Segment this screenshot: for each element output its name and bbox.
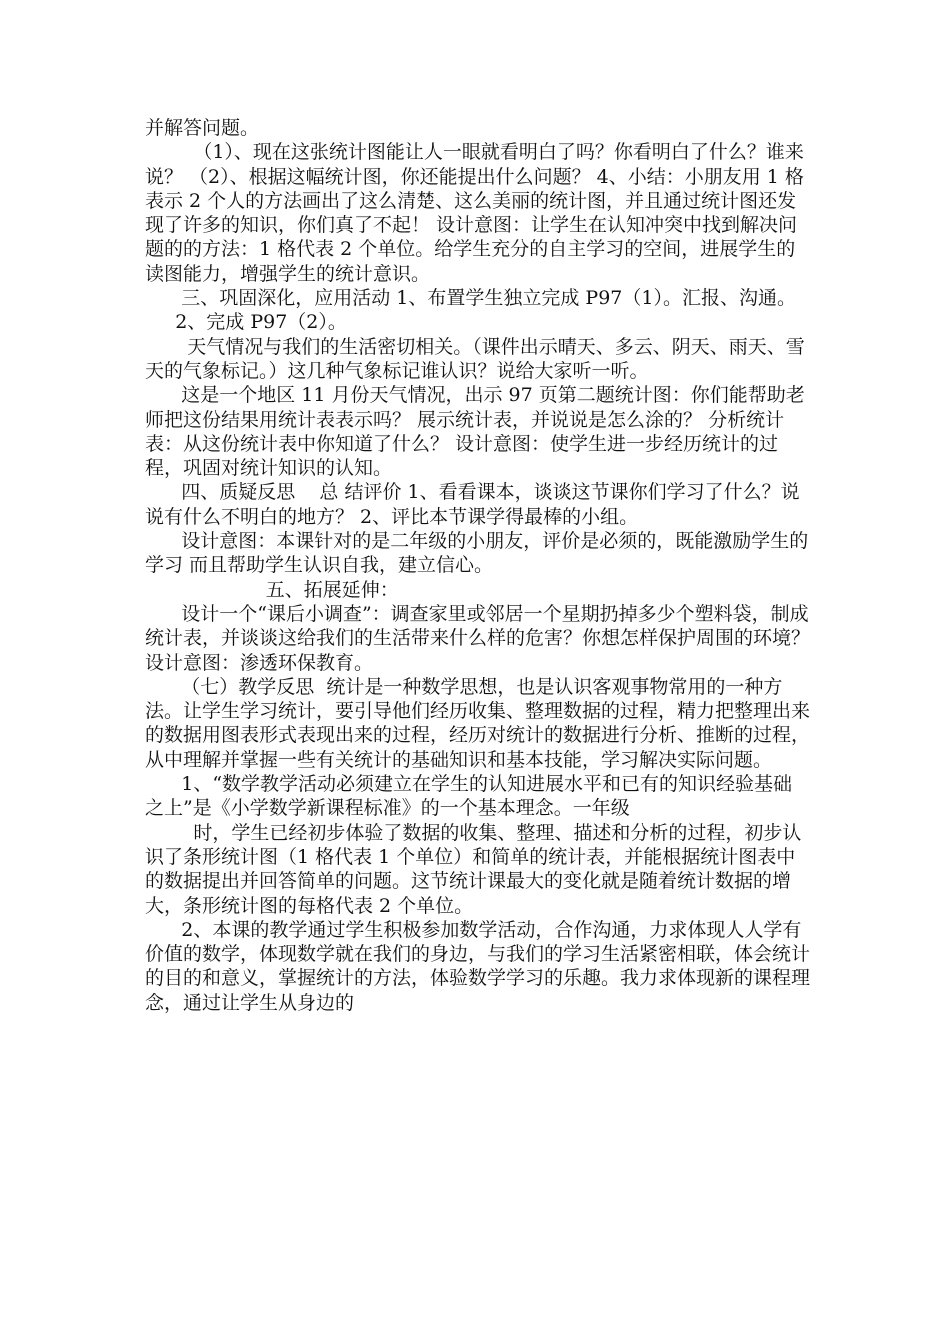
section-heading: 五、拓展延伸： [145,578,399,601]
paragraph: 时，学生已经初步体验了数据的收集、整理、描述和分析的过程，初步认识了条形统计图（1 格代表 1 个单位）和简单的统计表，并能根据统计图表中的数据提出并回答简单的问题。这节统计课最大的变化就是随着统计数据的增大，条形统计图的每格代表 2 个单位。 [145,821,802,917]
paragraph: 设计意图：本课针对的是二年级的小朋友，评价是必须的，既能激励学生的学习 而且帮助学生认识自我，建立信心。 [145,530,809,577]
paragraph: 天气情况与我们的生活密切相关。（课件出示晴天、多云、阴天、雨天、雪天的气象标记。）这几种气象标记谁认识？说给大家听一听。 [145,335,805,382]
paragraph: 2、完成 P97（2）。 [145,311,347,334]
paragraph: 三、巩固深化，应用活动 1、布置学生独立完成 P97（1）。汇报、沟通。 [145,287,796,310]
paragraph: （七）教学反思 统计是一种数学思想，也是认识客观事物常用的一种方法。让学生学习统计，要引导他们经历收集、整理数据的过程，精力把整理出来的数据用图表形式表现出来的过程，经历对统计的数据进行分析、推断的过程，从中理解并掌握一些有关统计的基础知识和基本技能，学习解决实际问题。 [145,675,811,771]
paragraph: 四、质疑反思 总 结评价 1、看看课本，谈谈这节课你们学习了什么？说说有什么不明白的地方？ 2、评比本节课学得最棒的小组。 [145,481,800,528]
document-body [145,116,823,1015]
paragraph: 并解答问题。 [145,117,260,139]
paragraph: 这是一个地区 11 月份天气情况，出示 97 页第二题统计图：你们能帮助老师把这份结果用统计表表示吗？ 展示统计表，并说说是怎么涂的？ 分析统计表：从这份统计表中你知道了什么？ 设计意图：使学生进一步经历统计的过程，巩固对统计知识的认知。 [145,384,805,480]
paragraph: 设计一个“课后小调查”：调查家里或邻居一个星期扔掉多少个塑料袋，制成统计表，并谈谈这给我们的生活带来什么样的危害？你想怎样保护周围的环境？ 设计意图：渗透环保教育。 [145,602,823,674]
paragraph: 1、“数学教学活动必须建立在学生的认知进展水平和已有的知识经验基础之上”是《小学数学新课程标准》的一个基本理念。一年级 [145,773,793,820]
paragraph: （1）、现在这张统计图能让人一眼就看明白了吗？你看明白了什么？谁来说？ （2）、根据这幅统计图，你还能提出什么问题？ 4、小结：小朋友用 1 格表示 2 个人的方法画出了这么清楚、这么美丽的统计图，并且通过统计图还发现了许多的知识，你们真了不起！ 设计意图：让学生在认知冲突中找到解决问题的的方法：1 格代表 2 个单位。给学生充分的自主学习的空间，进展学生的读图能力，增强学生的统计意识。 [145,141,804,285]
paragraph: 2、本课的教学通过学生积极参加数学活动，合作沟通，力求体现人人学有价值的数学，体现数学就在我们的身边，与我们的学习生活紧密相联，体会统计的目的和意义，掌握统计的方法，体验数学学习的乐趣。我力求体现新的课程理念，通过让学生从身边的 [145,918,811,1014]
